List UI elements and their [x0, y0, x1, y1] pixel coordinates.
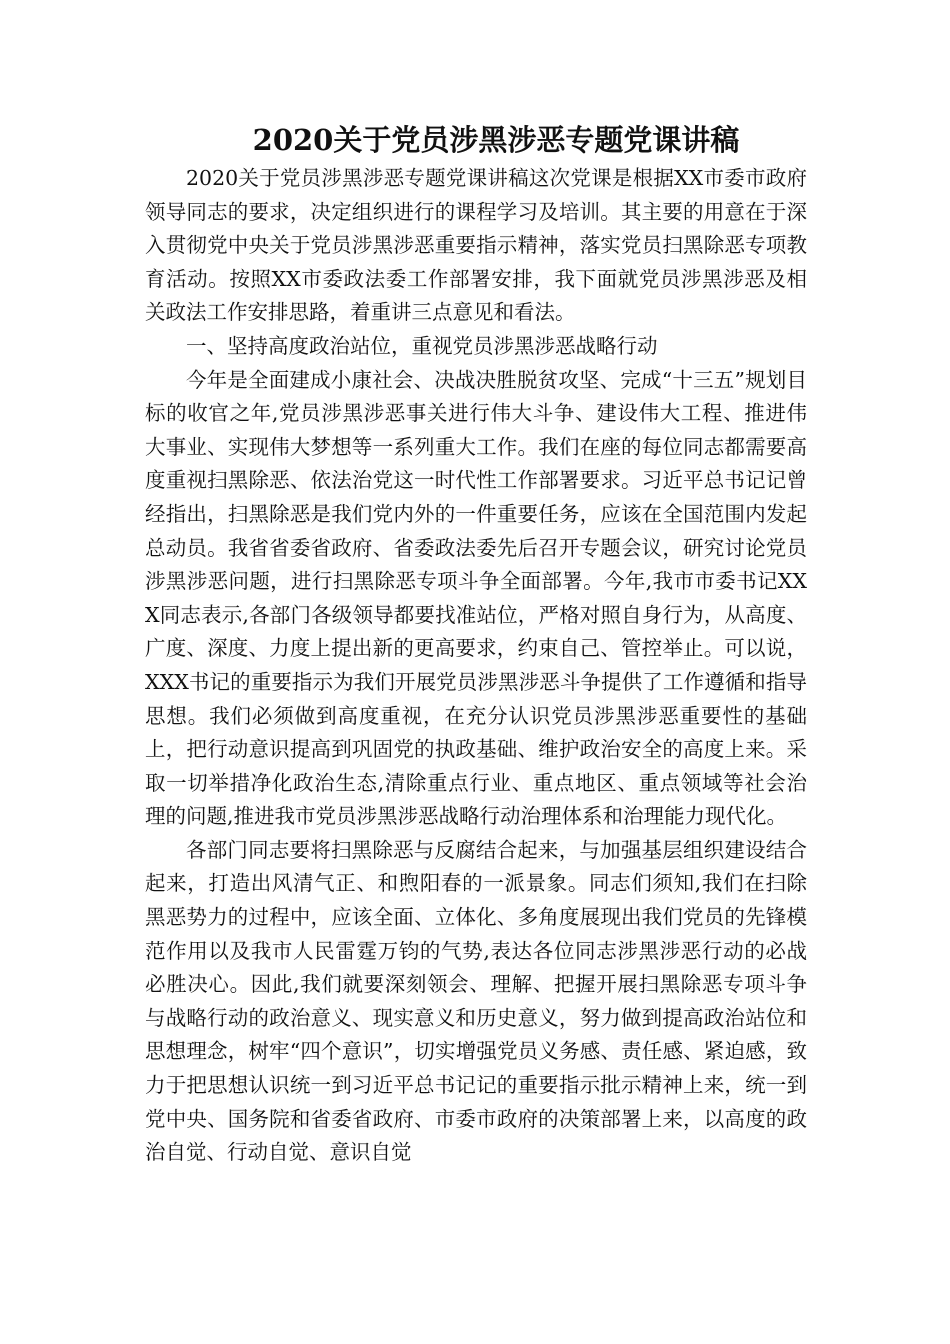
body-paragraph-2: 各部门同志要将扫黑除恶与反腐结合起来，与加强基层组织建设结合起来，打造出风清气正、和煦阳春的一派景象。同志们须知,我们在扫除黑恶势力的过程中，应该全面、立体化、多角度展现出我们党员的先锋模范作用以及我市人民雷霆万钧的气势,表达各位同志涉黑涉恶行动的必战必胜决心。因此,我们就要深刻领会、理解、把握开展扫黑除恶专项斗争与战略行动的政治意义、现实意义和历史意义，努力做到提高政治站位和思想理念，树牢“四个意识”，切实增强党员义务感、责任感、紧迫感，致力于把思想认识统一到习近平总书记记的重要指示批示精神上来，统一到党中央、国务院和省委省政府、市委市政府的决策部署上来，以高度的政治自觉、行动自觉、意识自觉 [145, 837, 807, 1165]
document-title: 2020关于党员涉黑涉恶专题党课讲稿 [252, 123, 740, 157]
document-page [145, 118, 807, 1170]
intro-paragraph: 2020关于党员涉黑涉恶专题党课讲稿这次党课是根据XX市委市政府领导同志的要求，决定组织进行的课程学习及培训。其主要的用意在于深入贯彻党中央关于党员涉黑涉恶重要指示精神，落实党员扫黑除恶专项教育活动。按照XX市委政法委工作部署安排，我下面就党员涉黑涉恶及相关政法工作安排思路，着重讲三点意见和看法。 [145, 166, 807, 325]
body-paragraph-1: 今年是全面建成小康社会、决战决胜脱贫攻坚、完成“十三五”规划目标的收官之年,党员涉黑涉恶事关进行伟大斗争、建设伟大工程、推进伟大事业、实现伟大梦想等一系列重大工作。我们在座的每位同志都需要高度重视扫黑除恶、依法治党这一时代性工作部署要求。习近平总书记记曾经指出，扫黑除恶是我们党内外的一件重要任务，应该在全国范围内发起总动员。我省省委省政府、省委政法委先后召开专题会议，研究讨论党员涉黑涉恶问题，进行扫黑除恶专项斗争全面部署。今年,我市市委书记XXX同志表示,各部门各级领导都要找准站位，严格对照自身行为，从高度、广度、深度、力度上提出新的更高要求，约束自己、管控举止。可以说，XXX书记的重要指示为我们开展党员涉黑涉恶斗争提供了工作遵循和指导思想。我们必须做到高度重视，在充分认识党员涉黑涉恶重要性的基础上，把行动意识提高到巩固党的执政基础、维护政治安全的高度上来。采取一切举措净化政治生态,清除重点行业、重点地区、重点领域等社会治理的问题,推进我市党员涉黑涉恶战略行动治理体系和治理能力现代化。 [145, 367, 807, 829]
section-heading-1: 一、坚持高度政治站位，重视党员涉黑涉恶战略行动 [186, 333, 658, 358]
